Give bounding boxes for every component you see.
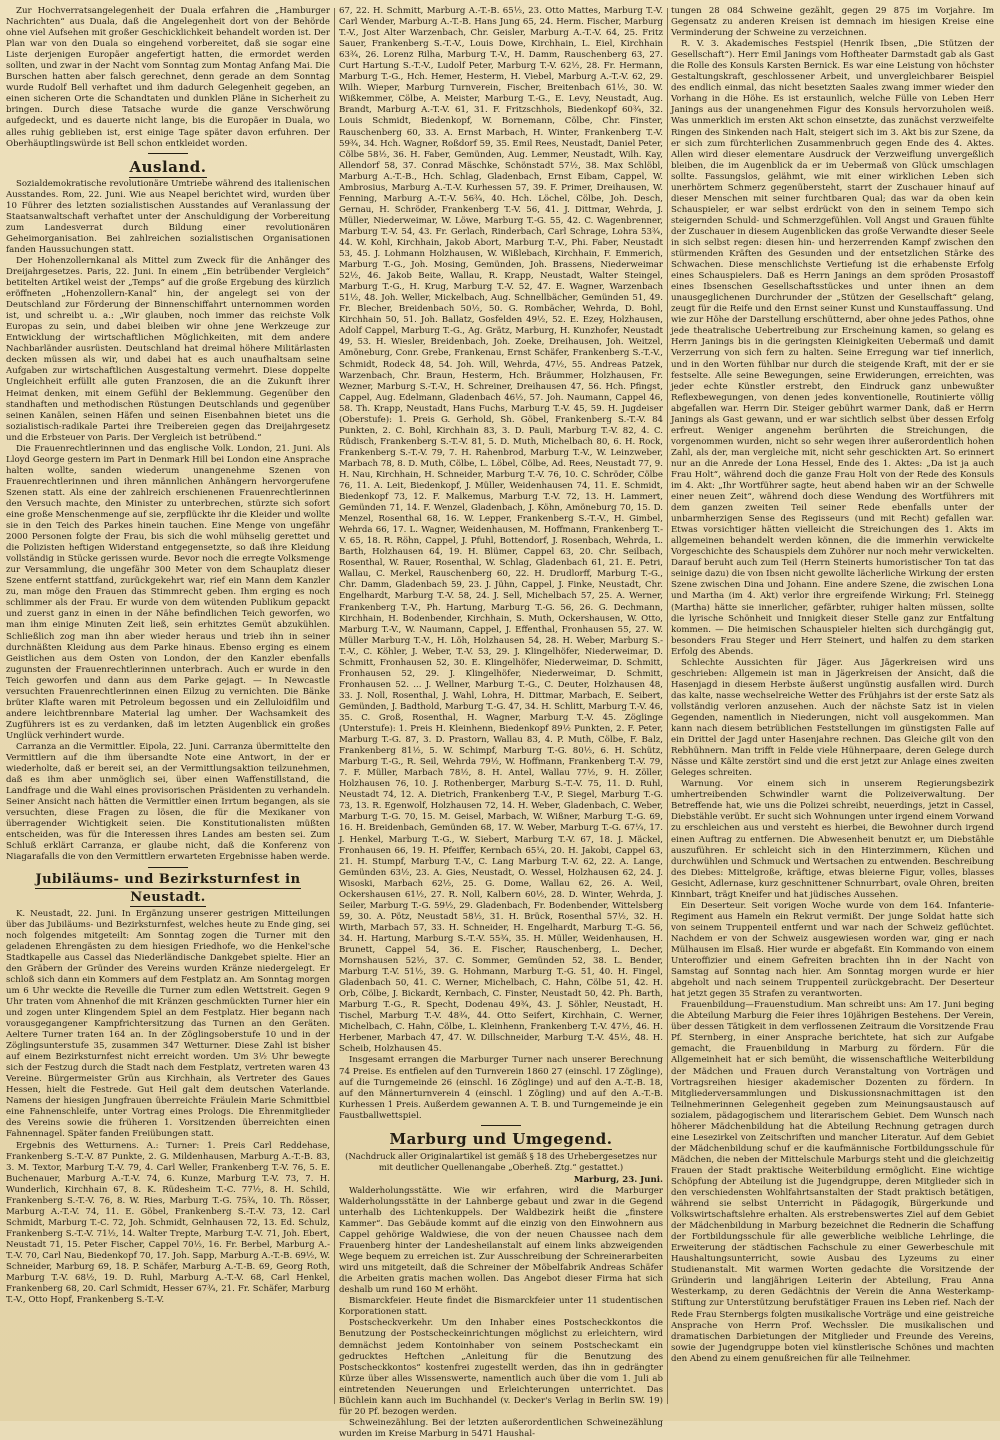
divider [148, 867, 188, 868]
article-frauenrechtlerinnen: Die Frauenrechtlerinnen und das englische Volk. London, 21. Juni. Als Lloyd George gestern im Part in Denmark Hill bei London eine Ansprache halten wollte, sanden wiederum unangenehme Szenen von Frauenrechtlerinnen und ihren männlichen Anhängern hervorgerufene Szenen statt. Als eine der zahlreich erschienenen Frauenrechtlerinnen den Versuch machte, den Minister zu unterbrechen, stürzte sich sofort eine große Menschenmenge auf sie, zerpflückte ihr die Kleider und wollte sie in den Teich des Parkes hinein tauchen. Eine Menge von ungefähr 2000 Personen folgte der Frau, bis sich die wohl mühselig gerettet und die Polizisten heftigen Widerstand entgegensetzte, so daß ihre Kleidung vollständig in Stücke gerissen wurde. Bevor noch die erregte Volksmenge zur Versammlung, die ungefähr 300 Meter von dem Schauplatz dieser Szene entfernt stattfand, zurückgekehrt war, rief ein Mann dem Kanzler zu, man möge den Frauen das Stimmrecht geben. Ihm erging es noch schlimmer als der Frau. Er wurde von dem wütenden Publikum gepackt und zuerst ganz in einen in der Nähe befindlichen Teich geworfen, wo man ihm einige Minuten Zeit ließ, sein erhitztes Gemüt abzukühlen. Schließlich zog man ihn aber wieder heraus und trieb ihn in seiner durchnäßten Kleidung aus dem Parke hinaus. Ebenso erging es einem Geistlichen aus dem Osten von London, der den Kanzler ebenfalls zugunsten der Frauenrechtlerinnen unterbrach. Auch er wurde in den Teich geworfen und dann aus dem Parke gejagt. — In Newcastle versuchten Frauenrechtlerinnen einen Eilzug zu vernichten. Die Bänke brüter Klafte waren mit Petroleum begossen und ein Zelluloidfilm und andere leichtbrennbare Material lag umher. Der Wachsamkeit des Zugführers ist es zu verdanken, daß im letzten Augenblick ein großes Unglück verhindert wurde. [6, 443, 330, 741]
article-hohenzollern: Der Hohenzollernkanal als Mittel zum Zweck für die Anhänger des Dreijahrgesetzes. Paris, 22. Juni. In einem „Ein betrübender Vergleich“ betitelten Artikel weist der „Temps“ auf die große Ergebung des kürzlich eröffneten „Hohenzollern-Kanal“ hin, der angelegt sei von der Deutschland zur Förderung der Binnenschiffahrt unternommen worden ist, und schreibt u. a.: „Wir glauben, noch immer das reichste Volk Europas zu sein, und dabei bleiben wir ohne jene Werkzeuge zur Entwicklung der wirtschaftlichen Möglichkeiten, mit dem andere Nachbarländer ausrüsten. Deutschland hat dreimal höhere Militärlasten decken müssen als wir, und dabei hat es auch unaufhaltsam seine Aufgaben zur wirtschaftlichen Ausgestaltung vermehrt. Diese doppelte Ungleichheit erfüllt alle guten Franzosen, die an die Zukunft ihrer Heimat denken, mit einem Gefühl der Beklemmung. Gegenüber den standhaften und methodischen Rüstungen Deutschlands und gegenüber seinen Kanälen, seinen Häfen und seinen Eisenbahnen bietet uns die sozialistisch-radikale Partei ihre Treibereien gegen das Dreijahrgesetz und die Erbsteuer von Paris. Der Vergleich ist betrübend.“ [6, 255, 330, 443]
section-heading-marburg: Marburg und Umgegend. [389, 1129, 613, 1148]
column-right [671, 6, 994, 1408]
article-warnung: Warnung. Vor einem sich in unserem Regierungsbezirk umhertreibenden Schwindler warnt die Polizeiverwaltung. Der Betreffende hat, wie uns die Polizei schreibt, neuerdings, jetzt in Cassel, Diebstähle verübt. Er sucht sich Wohnungen unter irgend einem Vorwand zu erschleichen aus und versteht es hierbei, die Bewohner durch irgend einen Auftrag zu entfernen. Die Abwesenheit benutzt er, um Diebstähle auszuführen. Er schleicht sich in den Hinterzimmern, Küchen und durchwühlen und Schmuck und Wertsachen zu entwenden. Beschreibung des Diebes: Mittelgroße, kräftige, etwas bleierne Figur, volles, blasses Gesicht, Adlernase, kurz geschnittener Schnurrbart, ovale Ohren, breiten Kinnbart, trägt Kneifer und hat jüdisches Aussehen. [671, 779, 994, 900]
article-ergebnis: Ergebnis des Wetturnens. A.: Turner: 1. Preis Carl Reddehase, Frankenberg S.-T.-V. 87 Punkte, 2. G. Mildenhausen, Marburg A.-T.-B. 83, 3. M. Textor, Marburg T.-V. 79, 4. Carl Weller, Frankenberg T.-V. 76, 5. E. Buchenauer, Marburg A.-T.-V. 74, 6. Kunze, Marburg T.-V. 73, 7. H. Wunderlich, Kirchhain 67, 8. K. Rüdesheim T.-C. 77½, 8. H. Schild, Frankenberg S.-T.-V. 76, 8. W. Ries, Marburg T.-G. 75¾, 10. Th. Rösser, Marburg A.-T.-V. 74, 11. E. Göbel, Frankenberg S.-T.-V. 73, 12. Carl Schmidt, Marburg T.-C. 72, Joh. Schmidt, Gelnhausen 72, 13. Ed. Schulz, Frankenberg S.-T.-V. 71½, 14. Walter Trepte, Marburg T.-V. 71, Joh. Ebert, Neustadt 71, 15. Peter Fischer, Cappel 70½, 16. Fr. Berbel, Marburg A.-T.-V. 70, Carl Nau, Biedenkopf 70, 17. Joh. Sapp, Marburg A.-T.-B. 69½, W. Schneider, Marburg 69, 18. P. Schäfer, Marburg A.-T.-B. 69, Georg Roth, Marburg T.-V. 68½, 19. D. Ruhl, Marburg A.-T.-V. 68, Carl Henkel, Frankenberg 68, 20. Carl Schmidt, Hesser 67¾, 21. Fr. Schäfer, Marburg T.-V., Otto Hopf, Frankenberg S.-T.-V. [6, 1140, 330, 1306]
article-jaeger: Schlechte Aussichten für Jäger. Aus Jägerkreisen wird uns geschrieben: Allgemein ist man in Jägerkreisen der Ansicht, daß die Hasenjagd in diesem Herbste äußerst ungünstig ausfallen wird. Durch das kalte, nasse wechselreiche Wetter des Frühjahrs ist der erste Satz als vollständig verloren anzusehen. Auch der nächste Satz ist in vielen Gegenden, namentlich in Niederungen, nicht voll ausgekommen. Man kann nach diesem betrüblichen Feststellungen im günstigsten Falle auf ein Drittel der Jagd unter Hasenjahre rechnen. Das Gleiche gilt von den Rebhühnern. Man trifft in Felde viele Hühnerpaare, deren Gelege durch Nässe und Kälte zerstört sind und die erst jetzt zur Anlage eines zweiten Geleges schreiten. [671, 657, 994, 779]
article-deserteur: Ein Deserteur. Seit vorigen Woche wurde von dem 164. Infanterie-Regiment aus Hameln ein Rekrut vermißt. Der junge Soldat hatte sich von seinem Truppenteil entfernt und war nach der Schweiz geflüchtet. Nachdem er von der Schweiz ausgewiesen worden war, ging er nach Mülhausen im Elsaß. Hier wurde er abgefaßt. Ein Kommando von einem Unteroffizier und einem Gefreiten brachten ihn in der Nacht von Samstag auf Sonntag nach hier. Am Sonntag morgen wurde er hier abgeholt und nach seinem Truppenteil zurückgebracht. Der Deserteur hat jetzt gegen 35 Strafen zu verantworten. [671, 900, 994, 1000]
article-summary: Insgesamt errangen die Marburger Turner nach unserer Berechnung 74 Preise. Es entfielen auf den Turnverein 1860 27 (einschl. 17 Zöglinge), auf die Turngemeinde 26 (einschl. 16 Zöglinge) und auf den A.-T.-B. 18, auf den Männerturnverein 4 (einschl. 1 Zögling) und auf den A.-T.-B. Kurhessen 1 Preis. Außerdem gewannen A. T. B. und Turngemeinde je ein Faustballwettspiel. [339, 1055, 663, 1121]
article-carranza: Carranza an die Vermittler. Eipola, 22. Juni. Carranza übermittelte den Vermittlern auf die ihm übersandte Note eine Antwort, in der er wiederholte, daß er bereit sei, an der Vermittlungsaktion teilzunehmen, daß es ihm aber unmöglich sei, über einen Waffenstillstand, die Landfrage und die Wahl eines provisorischen Präsidenten zu verhandeln. Seiner Ansicht nach hätten die Vermittler einen Irrtum begangen, als sie versuchten, diese Fragen zu lösen, die für die Mexikaner von überragender Wichtigkeit seien. Die Konstitutionalisten müßten entscheiden, was für die Interessen ihres Landes am besten sei. Zum Schluß erklärt Carranza, er glaube nicht, daß die Konferenz von Niagarafalls die von den Vermittlern erwarteten Ergebnisse haben werde. [6, 742, 330, 863]
column-rule [334, 8, 335, 1404]
article-neustadt: K. Neustadt, 22. Juni. In Ergänzung unserer gestrigen Mitteilungen über das Jubiläums- und Bezirksturnfest, welches heute zu Ende ging, sei noch folgendes mitgeteilt: Am Sonntag zogen die Turner mit den geladenen Ehrengästen zu dem hiesigen Friedhofe, wo die Henkel'sche Stadtkapelle aus Cassel das Niederländische Dankgebet spielte. Hier an den Gräbern der Gründer des Vereins wurden Kränze niedergelegt. Er schloß sich dann ein Kommers auf dem Festplatz an. Am Sonntag morgen um 6 Uhr weckte die Reveille die Turner zum edlen Wettstreit. Gegen 9 Uhr traten vom Ahnenhof die mit Kränzen geschmückten Turner hier ein und zogen unter Klingendem Spiel an dem Festplatz. Hier begann nach vorausgegangener Kampfrichtersitzung das Turnen an den Geräten. Aeltere Turner traten 164 an. In der Zöglingsoberstufe 10 und in der Zöglingsunterstufe 35, zusammen 347 Wetturner. Diese Zahl ist bisher auf einem Bezirksturnfest nicht erreicht worden. Um 3½ Uhr bewegte sich der Festzug durch die Stadt nach dem Festplatz, vertreten waren 43 Vereine. Bürgermeister Grün aus Kirchhain, als Vertreter des Gaues Hessen, hielt die Festrede. Gut Heil galt dem deutschen Vaterlande. Namens der hiesigen Jungfrauen überreichte Fräulein Marie Schmittbiel eine Fahnenschleife, unter Vortrag eines Prologs. Die Ehrenmitglieder des Vereins sowie die früheren 1. Vorsitzenden überreichten einen Fahnennagel. Später fanden Freiübungen statt. [6, 908, 330, 1140]
section-heading-ausland: Ausland. [129, 157, 207, 176]
article-walderholung: Walderholungsstätte. Wie wir erfahren, wird die Marburger Walderholungsstätte in der Lahnberge gebaut und zwar in die Gegend unterhalb des Lichtenkuppels. Der Waldbezirk heißt die „finstere Kammer“. Das Gebäude kommt auf die einzig von den Einwohnern aus Cappel gehörige Waldwiese, die von der neuen Chaussee nach dem Frauenberg hinter der Landesheilanstalt auf einem links abzweigenden Wege bequem zu erreichen ist. Zur Ausschreibung der Schreinerarbeiten wird uns mitgeteilt, daß die Schreiner der Möbelfabrik Andreas Schäfer die Arbeiten gratis machen wollen. Das Angebot dieser Firma hat sich deshalb um rund 160 M erhöht. [339, 1185, 663, 1296]
article-schweinezaehlung-cont: tungen 28 084 Schweine gezählt, gegen 29 875 im Vorjahre. Im Gegensatz zu anderen Kreisen ist demnach im hiesigen Kreise eine Verminderung der Schweine zu verzeichnen. [671, 6, 994, 39]
divider [481, 1125, 521, 1126]
article-frauenbildung: Frauenbildung—Frauenstudium. Man schreibt uns: Am 17. Juni beging die Abteilung Marburg die Feier ihres 10jährigen Bestehens. Der Verein, über dessen Tätigkeit in dem verflossenen Zeitraum die Vorsitzende Frau Pf. Sternberg, in einer Ansprache berichtete, hat sich zur Aufgabe gemacht, die Frauenbildung in Marburg zu fördern. Für die Allgemeinheit hat er sich bemüht, die wissenschaftliche Weiterbildung der Mädchen und Frauen durch Veranstaltung von Vorträgen und Vortragsreihen hiesiger akademischer Dozenten zu fördern. In Mitgliederversammlungen und Diskussionsnachmittagen ist den Teilnehmerinnen Gelegenheit gegeben zum Meinungsaustausch auf sozialem, pädagogischem und literarischem Gebiet. Dem Wunsch nach höherer Mädchenbildung hat die Abteilung Rechnung getragen durch eine Lesezirkel von Zeitschriften und mancher Literatur. Auf dem Gebiet der Mädchenbildung schuf er die kaufmännische Fortbildungsschule für Mädchen, die neben der Mittelschule Marburgs steht und die gleichzeitig Frauen der Stadt praktische Weiterbildung ermöglicht. Eine wichtige Schöpfung der Abteilung ist die Jugendgruppe, deren Mitglieder sich in den verschiedensten Wohlfahrtsanstalten der Stadt praktisch betätigen, während sie selbst Unterricht in Pädagogik, Bürgerkunde und Volkswirtschaftslehre erhalten. Als erstrebenswertes Ziel auf dem Gebiet der Mädchenbildung in Marburg bezeichnet die Rednerin die Schaffung der Fortbildungsschule für alle gewerbliche weibliche Lehrlinge, die Erweiterung der städtischen Fachschule zu einer Gewerbeschule mit Haushaltungsunterricht, sowie Ausbau des Lyzeums zu einer Studienanstalt. Mit warmen Worten gedachte die Vorsitzende der Gründerin und langjährigen Leiterin der Abteilung, Frau Anna Westerkamp, zu deren Gedächtnis der Verein die Anna Westerkamp-Stiftung zur Unterstützung berufstätiger Frauen ins Leben rief. Nach der Rede Frau Sternbergs folgten musikalische Vorträge und eine geistreiche Ansprache von Herrn Prof. Wechssler. Die musikalischen und dramatischen Darbietungen der Mitglieder und Freunde des Vereins, sowie der Jugendgruppe boten viel künstlerische Schönes und machten den Abend zu einem genußreichen für alle Teilnehmer. [671, 1000, 994, 1364]
article-postscheck: Postscheckverkehr. Um den Inhaber eines Postscheckkontos die Benutzung der Postscheckeinrichtungen möglichst zu erleichtern, wird demnächst jedem Kontoinhaber von seinem Postscheckamt ein gedrucktes Heftchen „Anleitung für die Benutzung des Postscheckkontos“ kostenfrei zugestellt werden, das ihn in gedrängter Kürze über alles Wissenswerte, namentlich auch über die vom 1. Juli ab eintretenden Neuerungen und Erleichterungen unterrichtet. Das Büchlein kann auch im Buchhandel (v. Decker's Verlag in Berlin SW. 19) für 20 Pf. bezogen werden. [339, 1318, 663, 1417]
section-heading-turnfest: Jubiläums- und Bezirksturnfest in Neustadt. [35, 871, 301, 905]
article-ibsen: R. V. 3. Akademisches Festspiel (Henrik Ibsen, „Die Stützen der Gesellschaft“). Herr Emil Janings vom Hoftheater Darmstadt gab als Gast die Rolle des Konsuls Karsten Bernick. Es war eine Leistung von höchster Gestaltungskraft, geschlossener Arbeit, und unvergleichbarer Beispiel des endlich einmal, das nicht besetzten Saales zwang immer wieder den Vorhang in die Höhe. Es ist erstaunlich, welche Fülle von Leben Herr Janings aus der unangenehmen Figur des Konsuls hervorzuholen weiß. Was unmerklich im ersten Akt schon einsetzte, das zunächst verzweifelte Ringen des Sinkenden nach Halt, steigert sich im 3. Akt bis zur Szene, da er sich zum fürchterlichen Zusammenbruch gegen Ende des 4. Aktes. Allen wird dieser elementare Ausdruck der Verzweiflung unvergeßlich bleiben, die im Augenblick da er im Uebermaß von Glück umschlagen sollte. Fassungslos, gelähmt, wie mit einer wirklichen Leben sich unerhörtem Schmerz gegenübersteht, starrt der Zuschauer hinauf auf dieser Menschen mit seiner furchtbaren Qual; das war da oben kein Schauspieler, er war selbst erdrückt von den in seinem Tempo sich steigernden Schuld- und Schmerzgefühlen. Voll Angst und Grauen fühlte der Zuschauer in diesem Augenblicken das große Verwandte dieser Seele in sich selbst regen: diesen hin- und herzerrenden Kampf zwischen den stürmenden Kräften des Gesunden und der entsetzlichen Stärke des Schwachen. Diese menschlichste Vertiefung ist die erhabenste Erfolg eines Schauspielers. Daß es Herrn Janings an dem spröden Prosastoff eines Ibsenschen Gesellschaftsstückes und unter ihnen an dem unausgeglichenen Durchrunder der „Stützen der Gesellschaft“ gelang, zeugt für die Reife und den Ernst seiner Kunst und Kunstauffassung. Und wie zur Höhe der Darstellung erschütternd, aber ohne jedes Pathos, ohne jede theatralische Uebertreibung zur Erscheinung kamen, so gelang es Herrn Janings bis in die geringsten Kleinigkeiten Uebermaß und damit Verzerrung von sich fern zu halten. Seine Erregung war tief innerlich, und in den Worten fühlbar nur durch die steigende Kraft, mit der er sie festselte. Alle seine Bewegungen, seine Erwiderungen, erreichten, was jeder echte Künstler erstrebt, den Eindruck ganz unbewußter Reflexbewegungen, von denen jedes konventionelle, Routinierte völlig abgefallen war. Herrn Dir. Steiger gebührt warmer Dank, daß er Herrn Janings als Gast gewann, und er war sichtlich selbst über dessen Erfolg erfreut. Weniger angenehm berührten die Streichungen, die vorgenommen wurden, nicht so sehr wegen ihrer außerordentlich hohen Zahl, als der, man vergleiche mit, nicht sehr geschickten Art. So erinnert nur an die Anrede der Lona Hessel, Ende des 1. Aktes: „Da ist ja auch Frau Holt“, während doch die ganze Frau Holt von der Rede des Konsuls im 4. Akt: „Ihr Wortführer sagte, heut abend haben wir an der Schwelle einer neuen Zeit“, während doch diese Wendung des Wortführers mit dem ganzen zweiten Teil seiner Rede ebenfalls unter der unbarmherzigen Sense des Regisseurs (und mit Recht) gefallen war. Etwas vorsichtiger hätten vielleicht die Streichungen des 1. Akts im allgemeinen behandelt werden können, die die immerhin verwickelte Vorgeschichte des Schauspiels dem Zuhörer nur noch mehr verwickelten. Darauf beruht auch zum Teil (Herrn Steinerts humoristischer Ton tat das seinige dazu) die von Ibsen nicht gewollte lächerliche Wirkung der ersten Szene zwischen Dina und Johann. Eine andere Szene, die zwischen Lona und Martha (im 4. Akt) verlor ihre ergreifende Wirkung; Frl. Steinegg (Martha) hätte sie innerlicher, gefärbter, ruhiger halten müssen, sollte die lyrische Schönheit und Innigkeit dieser Stelle ganz zur Entfaltung kommen. — Die heimischen Schauspieler hielten sich durchgängig gut, besonders Frau Steger und Herr Steinert, und halfen zu dem starken Erfolg des Abends. [671, 39, 994, 657]
column-left [6, 6, 330, 1408]
dateline: Marburg, 23. Juni. [573, 1174, 663, 1185]
article-italien: Sozialdemokratische revolutionäre Umtriebe während des italienischen Ausstandes. Rom, 22. Juni. Wie aus Neapel berichtet wird, wurden über 10 Führer des letzten sozialistischen Ausstandes auf Veranlassung der Staatsanwaltschaft verhaftet unter der Anschuldigung der Vorbereitung zum Landesverrat durch Bildung einer revolutionären Geheimorganisation. Bei zahlreichen sozialistischen Organisationen fanden Haussuchungen statt. [6, 178, 330, 255]
article-duala: Zur Hochverratsangelegenheit der Duala erfahren die „Hamburger Nachrichten“ aus Duala, daß die Angelegenheit dort von der Behörde ohne viel Aufsehen mit großer Geschicklichkeit behandelt worden ist. Der Plan war von den Duala so eingehend vorbereitet, daß sie sogar eine Liste derjenigen Europäer angefertigt hatten, die ermordet werden sollten, und zwar in der Nacht vom Sonntag zum Montag Anfang Mai. Die Burschen hatten aber falsch gerechnet, denn gerade an dem Sonntag wurde Rudolf Bell verhaftet und ihm dadurch Gelegenheit gegeben, an einen sicheren Orte die Schandtaten und dunklen Pläne in Sicherheit zu bringen. Durch diese Tatsache wurde die ganze Verschwörung aufgedeckt, und es dauerte nicht lange, bis die Europäer in Duala, wo alles ruhig geblieben ist, erst einige Tage später davon erfuhren. Der Oberhäuptlingswürde ist Bell schon entkleidet worden. [6, 6, 330, 149]
divider [148, 153, 188, 154]
column-middle [339, 6, 663, 1439]
results-list: 67, 22. H. Schmitt, Marburg A.-T.-B. 65½, 23. Otto Mattes, Marburg T.-V. Carl Wender, Marburg A.-T.-B. Hans Jung 65, 24. Herm. Fischer, Marburg T.-V., Jost Alter Warzenbach, Chr. Geisler, Marburg A.-T.-V. 64, 25. Fritz Sauer, Frankenberg S.-T.-V., Louis Dowe, Kirchhain, L. Eiel, Kirchhain 63¾, 26. Lorenz Rilha, Marburg T.-V., H. Damm, Rauschenberg 63, 27. Curt Hartung S.-T.-V., Ludolf Peter, Marburg T.-V. 62½, 28. Fr. Hermann, Marburg T.-G., Hch. Hemer, Hesterm, H. Viebel, Marburg A.-T.-V. 62, 29. Wilh. Wieper, Marburg Turnverein, Fischer, Breitenbach 61½, 30. W. Wißkemmer, Cölbe, A. Meister, Marburg T.-G., E. Levy, Neustadt, Aug. Brandt, Marburg A.-T.-V. 61, 31. F. Fritzschhols, Biedenkopf 60¾, 32. Louis Schmidt, Biedenkopf, W. Bornemann, Cölbe, Chr. Finster, Rauschenberg 60, 33. A. Ernst Marbach, H. Winter, Frankenberg T.-V. 59¾, 34. Hch. Wagner, Roßdorf 59, 35. Emil Rees, Neustadt, Daniel Peter, Cölbe 58½, 36. H. Faber, Gemünden, Aug. Lemmer, Neustadt, Wilh. Kay, Allendorf 58, 37. Conrad Mäschke, Schönstadt 57½, 38. Max Schlöbl, Marburg A.-T.-B., Hch. Schlag, Gladenbach, Ernst Eibam, Cappel, W. Ambrosius, Marburg A.-T.-V. Kurhessen 57, 39. F. Primer, Dreihausen, W. Fenning, Marburg A.-T.-V. 56¾, 40. Hch. Löchel, Cölbe, Joh. Desch, Gernau, H. Schröder, Frankenberg T.-V. 56, 41. J. Dittmar, Wehrda, J. Müller, Niederweimar, W. Löwe, Marburg T.-G. 55, 42. C. Wagenbrenner, Marburg T.-V. 54, 43. Fr. Gerlach, Rinderbach, Carl Schrage, Lohra 53¾, 44. W. Kohl, Kirchhain, Jakob Abort, Marburg T.-V., Phi. Faber, Neustadt 53, 45. J. Lohmann Holzhausen, W. Wißlebach, Kirchhain, F. Emmerich, Marburg T.-G., Joh. Mosing, Gemünden, Joh. Brassens, Niederweimar 52½, 46. Jakob Beite, Wallau, R. Krapp, Neustadt, Walter Steingel, Marburg T.-G., H. Krug, Marburg T.-V. 52, 47. E. Wagner, Warzenbach 51½, 48. Joh. Weller, Mickelbach, Aug. Schnellbächer, Gemünden 51, 49. Fr. Blecher, Breidenbach 50½, 50. G. Rombächer, Wehrda, D. Bohl, Kirchhain 50, 51. Joh. Ballatz, Gosfelden 49½, 52. E. Ezey, Holzhausen, Adolf Cappel, Marburg T.-G., Ag. Grätz, Marburg, H. Kunzhofer, Neustadt 49, 53. H. Wiesler, Breidenbach, Joh. Zoeke, Dreihausen, Joh. Weitzel, Amöneburg, Conr. Grebe, Frankenau, Ernst Schäfer, Frankenberg S.-T.-V., Schmidt, Rodeck 48, 54. Joh. Will, Wehrda, 47½, 55. Andreas Patzek, Warzenbach, Chr. Braun, Hesterm, Hch. Bräummer, Holzhausen, Fr. Wezner, Marburg S.-T.-V., H. Schreiner, Dreihausen 47, 56. Hch. Pfingst, Cappel, Aug. Edelmann, Gladenbach 46½, 57. Joh. Naumann, Cappel 46, 58. Th. Krapp, Neustadt, Hans Fuchs, Marburg T.-V. 45, 59. H. Jugdeiser (Oberstufe): 1. Preis G. Gerhold, Sh. Göbel, Frankenberg S.-T.-V. 84 Punkten, 2. C. Bohl, Kirchhain 83, 3. D. Pauli, Marburg T.-V. 82, 4. C. Rüdisch, Frankenberg S.-T.-V. 81, 5. D. Muth, Michelbach 80, 6. H. Rock, Frankenberg S.-T.-V. 79, 7. H. Rahenbrod, Marburg T.-V., W. Leinzweber, Marbach 78, 8. D. Muth, Cölbe, L. Löbel, Cölbe, Ad. Rees, Neustadt 77, 9. H. Nau, Kirchhain, H. Schneider, Marburg T.-V. 76, 10. C. Schröder, Cölbe 76, 11. A. Leit, Biedenkopf, J. Müller, Weidenhausen 74, 11. E. Schmidt, Biedenkopf 73, 12. F. Malkemus, Marburg T.-V. 72, 13. H. Lammert, Gemünden 71, 14. F. Wenzel, Gladenbach, J. Köhn, Amöneburg 70, 15. D. Menzel, Rosenthal 68, 16. W. Lepper, Frankenberg S.-T.-V., H. Gimbel, Wehrda 66, 17. L. Wagner, Weidenhausen, M. Hoffmann, Frankenberg T.-V. 65, 18. R. Röhn, Cappel, J. Pfuhl, Bottendorf, J. Rosenbach, Wehrda, L. Barth, Holzhausen 64, 19. H. Blümer, Cappel 63, 20. Chr. Seilbach, Rosenthal, W. Rauer, Rosenthal, W. Schlag, Gladenbach 61, 21. E. Petri, Wallau, C. Merkel, Rauschenberg 60, 22. H. Drudlorff, Marburg T.-G., Chr. Damm, Gladenbach 59, 23. J. Jühn, Cappel, J. Finke, Neustadt, Chr. Engelhardt, Marburg T.-V. 58, 24. J. Sell, Michelbach 57, 25. A. Werner, Frankenberg T.-V., Ph. Hartung, Marburg T.-G. 56, 26. G. Dechmann, Kirchhain, H. Bodenbender, Kirchhain, S. Muth, Ockershausen, W. Otto, Marburg T.-V., W. Naumann, Cappel, J. Effenthal, Fronhausen 55, 27. W. Müller Marburg T.-V., H. Löh, Holzhausen 54, 28. H. Weber, Marburg S.-T.-V., C. Köhler, J. Weber, T.-V. 53, 29. J. Klingelhöfer, Niederweimar, D. Schmitt, Fronhausen 52, 30. E. Klingelhöfer, Niederweimar, D. Schmitt, Fronhausen 52, 29. J. Klingelhöfer, Niederweimar, D. Schmitt, Fronhausen 52. ... J. Wellner, Marburg T.-G., C. Deuter, Holzhausen 48, 33. J. Noll, Rosenthal, J. Wahl, Lohra, H. Dittmar, Marbach, E. Seibert, Gemünden, J. Badthold, Marburg T.-G. 47, 34. H. Schlitt, Marburg T.-V. 46, 35. C. Groß, Rosenthal, H. Wagner, Marburg T.-V. 45. Zöglinge (Unterstufe): 1. Preis H. Kleinhenn, Biedenkopf 89½ Punkten, 2. F. Peter, Marburg T.-G. 87, 3. D. Prastorn, Wallau 83, 4. P. Muth, Cölbe, F. Balz, Frankenberg 81½, 5. W. Schimpf, Marburg T.-G. 80½, 6. H. Schütz, Marburg T.-G., R. Seil, Wehrda 79½, W. Hoffmann, Frankenberg T.-V. 79, 7. F. Müller, Marbach 78½, 8. H. Antel, Wallau 77½, 9. H. Zöller, Holzhausen 76, 10. J. Rothenberger, Marburg S.-T.-V. 75, 11. D. Ruhl, Neustadt 74, 12. A. Dietrich, Frankenberg T.-V., P. Siegel, Marburg T.-G. 73, 13. R. Egenwolf, Holzhausen 72, 14. H. Weber, Gladenbach, C. Weber, Marburg T.-G. 70, 15. M. Geisel, Marbach, W. Wißner, Marburg T.-G. 69, 16. H. Breidenbach, Gemünden 68, 17. W. Weber, Marburg T.-G. 67¼, 17. J. Henkel, Marburg T.-G., W. Siebert, Marburg T.-V. 67, 18. J. Mäckel, Fronhausen 66, 19. H. Pfeiffer, Kernbach 65¼, 20. H. Jakobi, Cappel 63, 21. H. Stumpf, Marburg T.-V., C. Lang Marburg T.-V. 62, 22. A. Lange, Gemünden 63½, 23. A. Gies, Neustadt, O. Wessel, Holzhausen 62, 24. J. Wisoski, Marbach 62½, 25. G. Dome, Wallau 62, 26. A. Weil, Ockershausen 61½, 27. R. Noll, Kalbern 60½, 28. D. Winter, Wehrda, J. Seiler, Marburg T.-G. 59½, 29. Gladenbach, Fr. Bodenbender, Wittelsberg 59, 30. A. Pötz, Neustadt 58½, 31. H. Brück, Rosenthal 57½, 32. H. Wirth, Marbach 57, 33. H. Schneider, H. Engelhardt, Marburg T.-G. 56, 34. H. Hartung, Marburg S.-T.-V. 55¾, 35. H. Müller, Weidenhausen, H. Brunett, Cappel 54, 36. E. Fischer, Rauschenberg, L. Decher, Mornshausen 52½, 37. C. Sommer, Gemünden 52, 38. L. Bender, Marburg T.-V. 51½, 39. G. Hohmann, Marburg T.-G. 51, 40. H. Fingel, Gladenbach 50, 41. C. Werner, Michelbach, C. Hahn, Cölbe 51, 42. H. Orb, Cölbe, J. Bickardt, Kernbach, C. Finster, Neustadt 50, 42. Ph. Barth, Marburg T.-G., R. Specht, Dodenau 49¾, 43. J. Söhler, Neustadt, H. Tischel, Marburg T.-V. 48¾, 44. Otto Seifert, Kirchhain, C. Werner, Michelbach, C. Hahn, Cölbe, L. Kleinhenn, Frankenberg T.-V. 47½, 46. H. Herbener, Marbach 47, 47. W. Dillschneider, Marburg T.-V. 45½, 48. H. Scheib, Holzhausen 45. [339, 6, 663, 1055]
column-rule [667, 8, 668, 1404]
article-bismarckfeier: Bismarckfeier. Heute findet die Bismarckfeier unter 11 studentischen Korporationen statt. [339, 1296, 663, 1318]
reprint-notice: (Nachdruck aller Originalartikel ist gemäß § 18 des Urhebergesetzes nur mit deutlicher Quellenangabe „Oberheß. Ztg.“ gestattet.) [345, 1150, 657, 1172]
article-schweinezaehlung: Schweinezählung. Bei der letzten außerordentlichen Schweinezählung wurden im Kreise Marburg in 5471 Haushal- [339, 1417, 663, 1439]
